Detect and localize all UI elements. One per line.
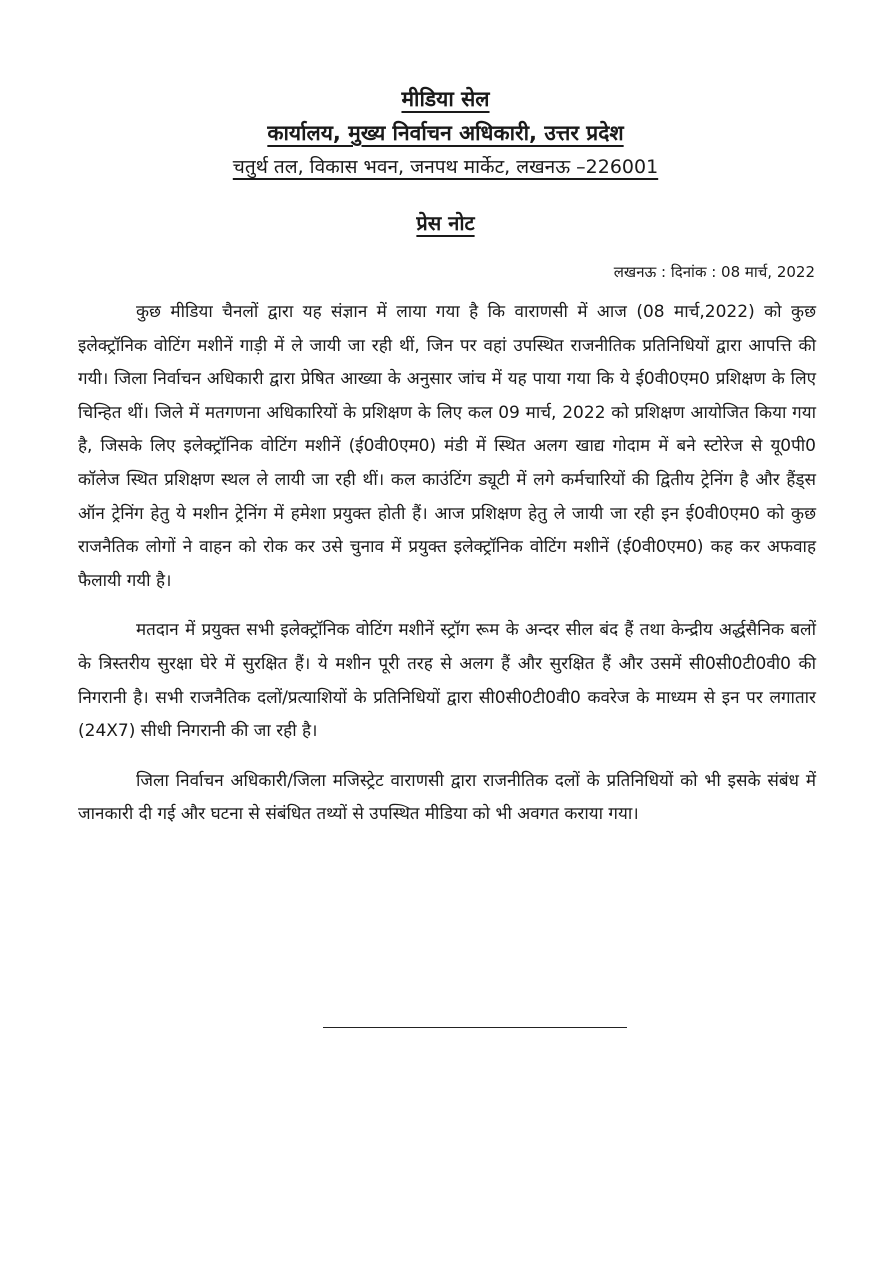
press-note-body (78, 296, 816, 848)
end-divider (323, 1027, 627, 1028)
paragraph-evm-incident: कुछ मीडिया चैनलों द्वारा यह संज्ञान में लाया गया है कि वाराणसी में आज (08 मार्च,2022) को कुछ इलेक्ट्रॉनिक वोटिंग मशीनें गाड़ी में ले जायी जा रही थीं, जिन पर वहां उपस्थित राजनीतिक प्रतिनिधियों द्वारा आपत्ति की गयी। जिला निर्वाचन अधिकारी द्वारा प्रेषित आख्या के अनुसार जांच में यह पाया गया कि ये ई0वी0एम0 प्रशिक्षण के लिए चिन्हित थीं। जिले में मतगणना अधिकारियों के प्रशिक्षण के लिए कल 09 मार्च, 2022 को प्रशिक्षण आयोजित किया गया है, जिसके लिए इलेक्ट्रॉनिक वोटिंग मशीनें (ई0वी0एम0) मंडी में स्थित अलग खाद्य गोदाम में बने स्टोरेज से यू0पी0 कॉलेज स्थित प्रशिक्षण स्थल ले लायी जा रही थीं। कल काउंटिंग ड्यूटी में लगे कर्मचारियों की द्वितीय ट्रेनिंग है और हैंड्स ऑन ट्रेनिंग हेतु ये मशीन ट्रेनिंग में हमेशा प्रयुक्त होती हैं। आज प्रशिक्षण हेतु ले जायी जा रही इन ई0वी0एम0 को कुछ राजनैतिक लोगों ने वाहन को रोक कर उसे चुनाव में प्रयुक्त इलेक्ट्रॉनिक वोटिंग मशीनें (ई0वी0एम0) कह कर अफवाह फैलायी गयी है। (78, 302, 816, 591)
office-heading: कार्यालय, मुख्य निर्वाचन अधिकारी, उत्तर प्रदेश (267, 121, 624, 145)
office-address: चतुर्थ तल, विकास भवन, जनपथ मार्केट, लखनऊ –226001 (232, 156, 659, 178)
media-cell-heading: मीडिया सेल (401, 87, 490, 111)
paragraph-media-informed: जिला निर्वाचन अधिकारी/जिला मजिस्ट्रेट वाराणसी द्वारा राजनीतिक दलों के प्रतिनिधियों को भी इसके संबंध में जानकारी दी गई और घटना से संबंधित तथ्यों से उपस्थित मीडिया को भी अवगत कराया गया। (78, 770, 816, 825)
paragraph-strong-room-security: मतदान में प्रयुक्त सभी इलेक्ट्रॉनिक वोटिंग मशीनें स्ट्रॉग रूम के अन्दर सील बंद हैं तथा केन्द्रीय अर्द्धसैनिक बलों के त्रिस्तरीय सुरक्षा घेरे में सुरक्षित हैं। ये मशीन पूरी तरह से अलग हैं और सुरक्षित हैं और उसमें सी0सी0टी0वी0 की निगरानी है। सभी राजनैतिक दलों/प्रत्याशियों के प्रतिनिधियों द्वारा सी0सी0टी0वी0 कवरेज के माध्यम से इन पर लगातार (24X7) सीधी निगरानी की जा रही है। (78, 620, 816, 742)
press-note-title: प्रेस नोट (416, 211, 475, 235)
place-and-date: लखनऊ : दिनांक : 08 मार्च, 2022 (613, 263, 815, 281)
letterhead (60, 82, 831, 184)
